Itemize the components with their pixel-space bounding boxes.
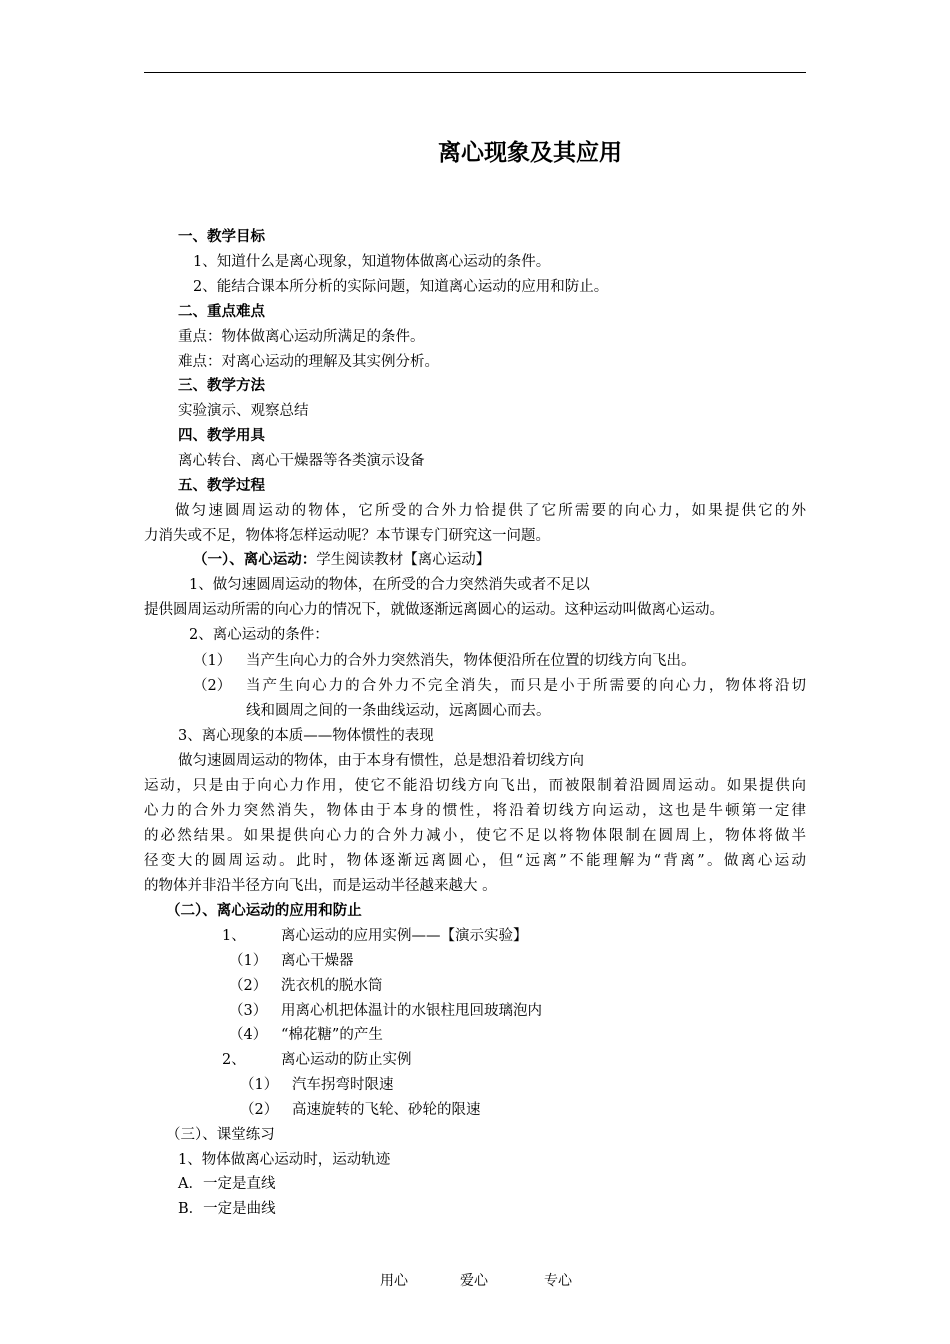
condition-2-text-line-2: 线和圆周之间的一条曲线运动，远离圆心而去。 <box>246 703 551 719</box>
footer-text-3: 专心 <box>544 1273 572 1289</box>
prevention-1-number: （1） <box>240 1077 279 1093</box>
essence-line-2: 运动，只是由于向心力作用，使它不能沿切线方向飞出，而被限制着沿圆周运动。如果提供向 <box>144 778 806 794</box>
condition-1-text: 当产生向心力的合外力突然消失，物体便沿所在位置的切线方向飞出。 <box>246 653 696 669</box>
subsection-1-heading <box>193 550 490 570</box>
tools-text: 离心转台、离心干燥器等各类演示设备 <box>178 453 425 469</box>
application-number: 1、 <box>222 928 246 944</box>
section-heading-process: 五、教学过程 <box>178 478 265 494</box>
exercise-option-a: A．一定是直线 <box>178 1176 276 1192</box>
condition-2-number: （2） <box>193 678 232 694</box>
objective-2: 2、能结合课本所分析的实际问题，知道离心运动的应用和防止。 <box>193 279 609 295</box>
application-3-text: 用离心机把体温计的水银柱甩回玻璃泡内 <box>281 1003 542 1019</box>
application-1-text: 离心干燥器 <box>281 953 354 969</box>
essence-line-3: 心力的合外力突然消失，物体由于本身的惯性，将沿着切线方向运动，这也是牛顿第一定律 <box>144 803 806 819</box>
subsection-2-heading: （二）、离心运动的应用和防止 <box>166 903 362 919</box>
footer-text-2: 爱心 <box>460 1273 488 1289</box>
essence-heading: 3、离心现象的本质——物体惯性的表现 <box>178 728 434 744</box>
page-title: 离心现象及其应用 <box>438 140 622 166</box>
section-heading-tools: 四、教学用具 <box>178 428 265 444</box>
conditions-heading: 2、离心运动的条件： <box>189 627 329 643</box>
difficult-point: 难点：对离心运动的理解及其实例分析。 <box>178 354 439 370</box>
definition-line-1: 1、做匀速圆周运动的物体，在所受的合力突然消失或者不足以 <box>189 577 590 593</box>
footer-text-1: 用心 <box>380 1273 408 1289</box>
essence-line-6: 的物体并非沿半径方向飞出，而是运动半径越来越大 。 <box>144 878 497 894</box>
header-rule <box>144 72 806 73</box>
key-point: 重点：物体做离心运动所满足的条件。 <box>178 329 425 345</box>
condition-1-number: （1） <box>193 653 232 669</box>
section-heading-key-points: 二、重点难点 <box>178 304 265 320</box>
exercise-option-b: B．一定是曲线 <box>178 1201 276 1217</box>
intro-line-2: 力消失或不足，物体将怎样运动呢？本节课专门研究这一问题。 <box>144 528 550 544</box>
prevention-1-text: 汽车拐弯时限速 <box>292 1077 394 1093</box>
section-heading-objectives: 一、教学目标 <box>178 229 265 245</box>
subsection-3-heading: （三）、课堂练习 <box>166 1127 275 1143</box>
essence-line-5: 径变大的圆周运动。此时，物体逐渐远离圆心，但“远离”不能理解为“背离”。做离心运动 <box>144 853 806 869</box>
prevention-2-number: （2） <box>240 1102 279 1118</box>
application-2-text: 洗衣机的脱水筒 <box>281 978 383 994</box>
application-2-number: （2） <box>229 978 268 994</box>
subsection-1-note: 学生阅读教材【离心运动】 <box>316 552 491 568</box>
methods-text: 实验演示、观察总结 <box>178 403 309 419</box>
prevention-heading: 离心运动的防止实例 <box>281 1052 412 1068</box>
section-heading-methods: 三、教学方法 <box>178 378 265 394</box>
application-4-number: （4） <box>229 1027 268 1043</box>
prevention-number: 2、 <box>222 1052 246 1068</box>
objective-1: 1、知道什么是离心现象，知道物体做离心运动的条件。 <box>193 254 551 270</box>
exercise-question-1: 1、物体做离心运动时，运动轨迹 <box>178 1152 391 1168</box>
prevention-2-text: 高速旋转的飞轮、砂轮的限速 <box>292 1102 481 1118</box>
essence-line-4: 的必然结果。如果提供向心力的合外力减小，使它不足以将物体限制在圆周上，物体将做半 <box>144 828 806 844</box>
subsection-1-title: （一）、离心运动： <box>193 552 317 568</box>
application-3-number: （3） <box>229 1003 268 1019</box>
essence-line-1: 做匀速圆周运动的物体，由于本身有惯性，总是想沿着切线方向 <box>178 753 584 769</box>
definition-line-2: 提供圆周运动所需的向心力的情况下，就做逐渐远离圆心的运动。这种运动叫做离心运动。 <box>144 602 724 618</box>
application-4-text: “棉花糖”的产生 <box>281 1027 383 1043</box>
application-1-number: （1） <box>229 953 268 969</box>
application-heading: 离心运动的应用实例——【演示实验】 <box>281 928 528 944</box>
condition-2-text-line-1: 当产生向心力的合外力不完全消失，而只是小于所需要的向心力，物体将沿切 <box>246 678 806 694</box>
intro-line-1: 做匀速圆周运动的物体，它所受的合外力恰提供了它所需要的向心力，如果提供它的外 <box>175 503 806 519</box>
